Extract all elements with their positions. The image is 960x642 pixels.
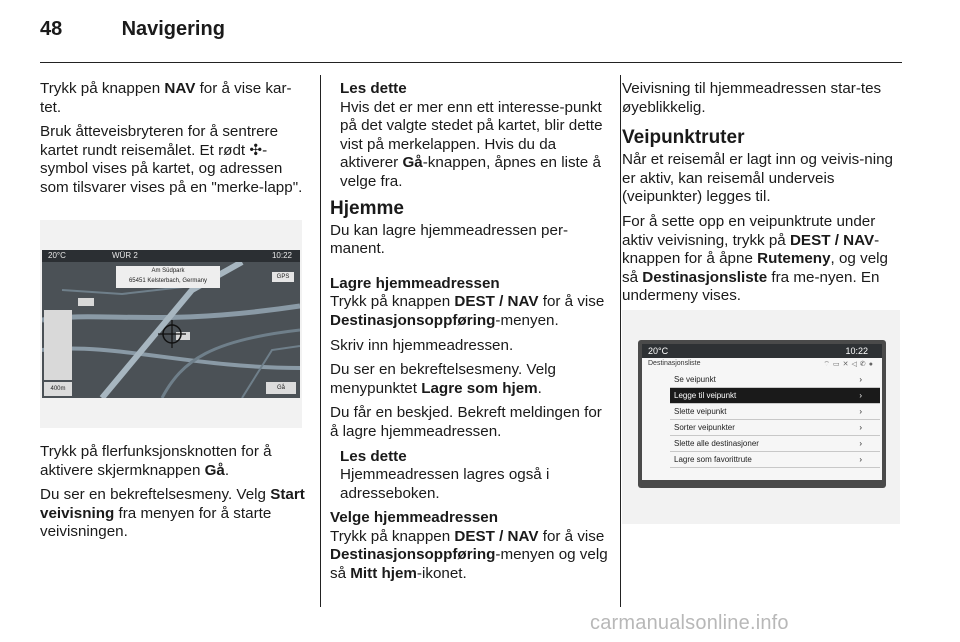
paragraph: Trykk på knappen DEST / NAV for å vise Destinasjonsoppføring-menyen. <box>330 293 605 329</box>
go-button[interactable]: Gå <box>266 382 296 394</box>
column-divider-2 <box>620 75 621 607</box>
page-title: Navigering <box>121 18 225 40</box>
section-heading-waypoints: Veipunktruter <box>622 127 745 149</box>
info-icon: ● <box>868 361 876 368</box>
header-divider <box>40 62 902 63</box>
note-title: Les dette <box>340 80 407 97</box>
crosshair-icon <box>158 320 186 348</box>
note-box <box>330 80 610 192</box>
note-text: Hvis det er mer enn ett interesse-punkt på det valgte stedet på kartet, blir dette vist på merkelappen. Hvis du da aktiverer Gå-knappen, åpnes en liste å velge fra. <box>340 98 603 190</box>
note-title: Les dette <box>340 447 407 465</box>
menu-status-bar <box>642 344 882 358</box>
chevron-right-icon: › <box>859 423 862 432</box>
menu-item-selected[interactable]: Legge til veipunkt › <box>670 388 880 404</box>
chevron-right-icon: › <box>859 455 862 464</box>
paragraph: Trykk på knappen DEST / NAV for å vise Destinasjonsoppføring-menyen og velg så Mitt hjem-ikonet. <box>330 527 608 583</box>
menu-item[interactable]: Slette alle destinasjoner › <box>670 436 880 452</box>
status-icons <box>823 360 876 369</box>
note-text: Hjemmeadressen lagres også i adresseboken. <box>340 466 550 502</box>
column-2 <box>330 80 610 590</box>
chevron-right-icon: › <box>859 391 862 400</box>
paragraph: Trykk på knappen NAV for å vise kar-tet. <box>40 80 292 116</box>
display-frame <box>638 340 886 488</box>
chevron-right-icon: › <box>859 375 862 384</box>
clock: 10:22 <box>271 251 292 260</box>
paragraph: Du ser en bekreftelsesmeny. Velg Start veivisning fra menyen for å starte veivisningen. <box>40 486 305 541</box>
destination-list-figure <box>622 310 900 524</box>
paragraph: Du får en beskjed. Bekreft meldingen for å lagre hjemmeadressen. <box>330 404 602 440</box>
audio-icon: ◁ <box>851 361 860 368</box>
paragraph: Bruk åtteveisbryteren for å sentrere kartet rundt reisemålet. Et rødt ✣-symbol vises på kartet, og adressen som tilsvarer vises på en "merke-lapp". <box>40 123 303 196</box>
column-divider-1 <box>320 75 321 607</box>
signal-icon: ⌔ <box>823 361 833 368</box>
map-screen <box>42 250 300 398</box>
chevron-right-icon: › <box>859 407 862 416</box>
map-side-toolbar[interactable] <box>44 310 72 380</box>
watermark: carmanualsonline.info <box>590 612 789 634</box>
nav-icon: ✕ <box>842 361 852 368</box>
paragraph: Trykk på flerfunksjonsknotten for å aktivere skjermknappen Gå. <box>40 443 272 479</box>
crosshair-symbol-icon: ✣ <box>249 141 263 159</box>
address-label: Am Südpark 65451 Kelsterbach, Germany <box>116 266 220 288</box>
menu-screen <box>642 344 882 480</box>
temperature: 20°C <box>648 346 669 356</box>
menu-item[interactable]: Sorter veipunkter › <box>670 420 880 436</box>
menu-list <box>670 372 880 468</box>
section-heading-home: Hjemme <box>330 197 404 219</box>
phone-icon: ✆ <box>859 361 869 368</box>
page-header <box>40 18 225 41</box>
gps-button[interactable]: GPS <box>272 272 294 282</box>
subheading-select-home: Velge hjemmeadressen <box>330 509 498 527</box>
temperature: 20°C <box>48 251 66 260</box>
note-box <box>330 448 610 504</box>
navigation-map-figure <box>40 220 302 428</box>
subheading-save-home: Lagre hjemmeadressen <box>330 274 500 292</box>
paragraph: Du kan lagre hjemmeadressen per-manent. <box>330 221 569 258</box>
current-road: WÜR 2 <box>112 251 138 260</box>
map-status-bar <box>42 250 300 262</box>
menu-item[interactable]: Slette veipunkt › <box>670 404 880 420</box>
paragraph: For å sette opp en veipunktrute under aktiv veivisning, trykk på DEST / NAV-knappen for å åpne Rutemeny, og velg så Destinasjonsliste fra me-nyen. En undermeny vises. <box>622 212 888 305</box>
radio-icon: ▭ <box>833 361 843 368</box>
paragraph: Veivisning til hjemmeadressen star-tes øyeblikkelig. <box>622 80 882 116</box>
map-scale: 400m <box>44 382 72 396</box>
paragraph: Skriv inn hjemmeadressen. <box>330 336 514 354</box>
paragraph: Du ser en bekreftelsesmeny. Velg menypunktet Lagre som hjem. <box>330 361 556 397</box>
clock: 10:22 <box>845 346 868 356</box>
chevron-right-icon: › <box>859 439 862 448</box>
menu-item[interactable]: Lagre som favorittrute › <box>670 452 880 468</box>
paragraph: Når et reisemål er lagt inn og veivis-ning er aktiv, kan reisemål underveis (veipunkter) legges til. <box>622 151 893 206</box>
page-number: 48 <box>40 18 63 40</box>
column-3 <box>622 80 902 312</box>
menu-title: Destinasjonsliste <box>648 360 701 367</box>
column-1-lower <box>40 443 308 548</box>
menu-item[interactable]: Se veipunkt › <box>670 372 880 388</box>
column-1 <box>40 80 308 204</box>
